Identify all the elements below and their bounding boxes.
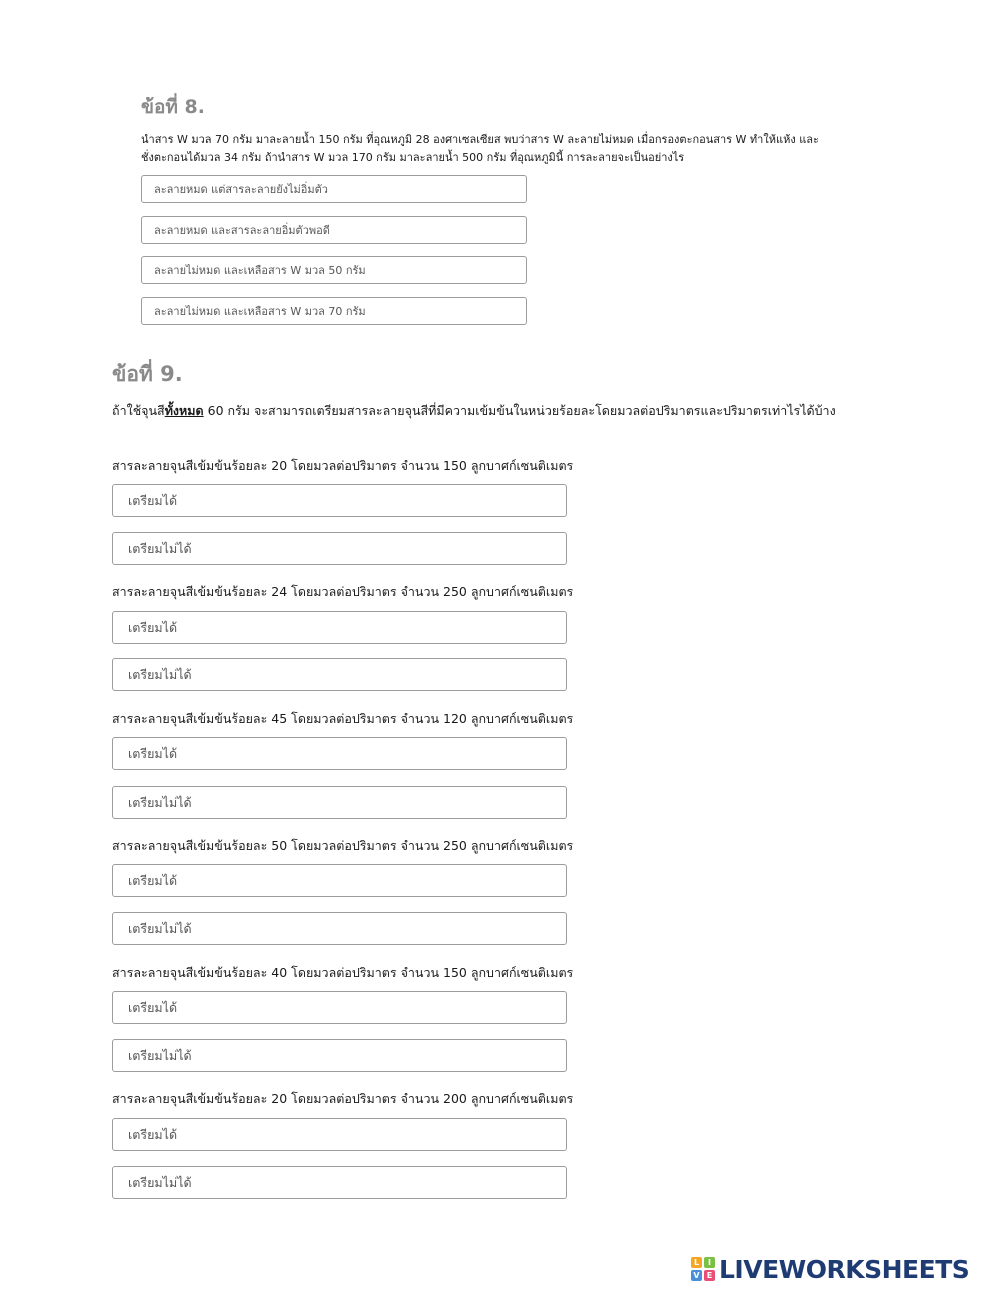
- q9-item-4-no-option[interactable]: [112, 912, 567, 945]
- q9-item-3-yes-option[interactable]: [112, 737, 567, 770]
- q9-item-1-no-option[interactable]: [112, 532, 567, 565]
- q9-item-4-yes-option[interactable]: [112, 864, 567, 897]
- logo-cell-e: E: [704, 1270, 715, 1281]
- question-9-emphasis: ทั้งหมด: [164, 403, 204, 418]
- q9-item-6-no-label: เตรียมไม่ได้: [128, 1174, 192, 1190]
- logo-cell-i: I: [704, 1257, 715, 1268]
- q8-option-4[interactable]: [141, 297, 527, 325]
- question-9-title: ข้อที่ 9.: [112, 362, 183, 386]
- q9-item-6-yes-label: เตรียมได้: [128, 1126, 178, 1142]
- q9-statement-5: สารละลายจุนสีเข้มข้นร้อยละ 40 โดยมวลต่อปริมาตร จำนวน 150 ลูกบาศก์เซนติเมตร: [112, 965, 574, 980]
- logo-cell-v: V: [691, 1270, 702, 1281]
- q9-item-1-yes-option[interactable]: [112, 484, 567, 517]
- q8-option-4-label: ละลายไม่หมด และเหลือสาร W มวล 70 กรัม: [154, 305, 366, 318]
- q9-item-6-yes-option[interactable]: [112, 1118, 567, 1151]
- logo-text: LIVEWORKSHEETS: [719, 1254, 970, 1284]
- q9-item-2-no-label: เตรียมไม่ได้: [128, 666, 192, 682]
- q9-item-3-yes-label: เตรียมได้: [128, 745, 178, 761]
- q9-item-5-yes-label: เตรียมได้: [128, 999, 178, 1015]
- q9-item-2-yes-label: เตรียมได้: [128, 619, 178, 635]
- q8-option-3[interactable]: [141, 256, 527, 284]
- q9-statement-6: สารละลายจุนสีเข้มข้นร้อยละ 20 โดยมวลต่อปริมาตร จำนวน 200 ลูกบาศก์เซนติเมตร: [112, 1091, 574, 1106]
- question-9-text-after: 60 กรัม จะสามารถเตรียมสารละลายจุนสีที่มีความเข้มข้นในหน่วยร้อยละโดยมวลต่อปริมาตรและปริมาตรเท่าไรได้บ้าง: [203, 403, 836, 418]
- q9-item-2-no-option[interactable]: [112, 658, 567, 691]
- q8-option-2-label: ละลายหมด และสารละลายอิ่มตัวพอดี: [154, 224, 330, 237]
- liveworksheets-logo: [691, 1254, 969, 1284]
- question-9-text: [112, 400, 872, 422]
- logo-grid-icon: [691, 1257, 715, 1281]
- q9-item-4-no-label: เตรียมไม่ได้: [128, 920, 192, 936]
- q9-statement-1: สารละลายจุนสีเข้มข้นร้อยละ 20 โดยมวลต่อปริมาตร จำนวน 150 ลูกบาศก์เซนติเมตร: [112, 458, 574, 473]
- q9-item-2-yes-option[interactable]: [112, 611, 567, 644]
- logo-cell-l: L: [691, 1257, 702, 1268]
- q8-option-1[interactable]: [141, 175, 527, 203]
- q9-item-3-no-label: เตรียมไม่ได้: [128, 794, 192, 810]
- question-8-text: นำสาร W มวล 70 กรัม มาละลายน้ำ 150 กรัม ที่อุณหภูมิ 28 องศาเซลเซียส พบว่าสาร W ละลายไม่หมด เมื่อกรองตะกอนสาร W ทำให้แห้ง และชั่งตะกอนได้มวล 34 กรัม ถ้านำสาร W มวล 170 กรัม มาละลายน้ำ 500 กรัม ที่อุณหภูมินี้ การละลายจะเป็นอย่างไร: [141, 133, 819, 164]
- q8-option-2[interactable]: [141, 216, 527, 244]
- q9-item-5-no-option[interactable]: [112, 1039, 567, 1072]
- question-9-text-before: ถ้าใช้จุนสี: [112, 403, 165, 418]
- q8-option-1-label: ละลายหมด แต่สารละลายยังไม่อิ่มตัว: [154, 183, 328, 196]
- q9-item-5-yes-option[interactable]: [112, 991, 567, 1024]
- q9-item-4-yes-label: เตรียมได้: [128, 872, 178, 888]
- q9-item-3-no-option[interactable]: [112, 786, 567, 819]
- q9-item-1-yes-label: เตรียมได้: [128, 492, 178, 508]
- q8-option-3-label: ละลายไม่หมด และเหลือสาร W มวล 50 กรัม: [154, 264, 366, 277]
- question-8-title: ข้อที่ 8.: [141, 96, 205, 118]
- q9-statement-3: สารละลายจุนสีเข้มข้นร้อยละ 45 โดยมวลต่อปริมาตร จำนวน 120 ลูกบาศก์เซนติเมตร: [112, 711, 574, 726]
- q9-item-1-no-label: เตรียมไม่ได้: [128, 540, 192, 556]
- q9-statement-4: สารละลายจุนสีเข้มข้นร้อยละ 50 โดยมวลต่อปริมาตร จำนวน 250 ลูกบาศก์เซนติเมตร: [112, 838, 574, 853]
- q9-statement-2: สารละลายจุนสีเข้มข้นร้อยละ 24 โดยมวลต่อปริมาตร จำนวน 250 ลูกบาศก์เซนติเมตร: [112, 584, 574, 599]
- q9-item-5-no-label: เตรียมไม่ได้: [128, 1047, 192, 1063]
- q9-item-6-no-option[interactable]: [112, 1166, 567, 1199]
